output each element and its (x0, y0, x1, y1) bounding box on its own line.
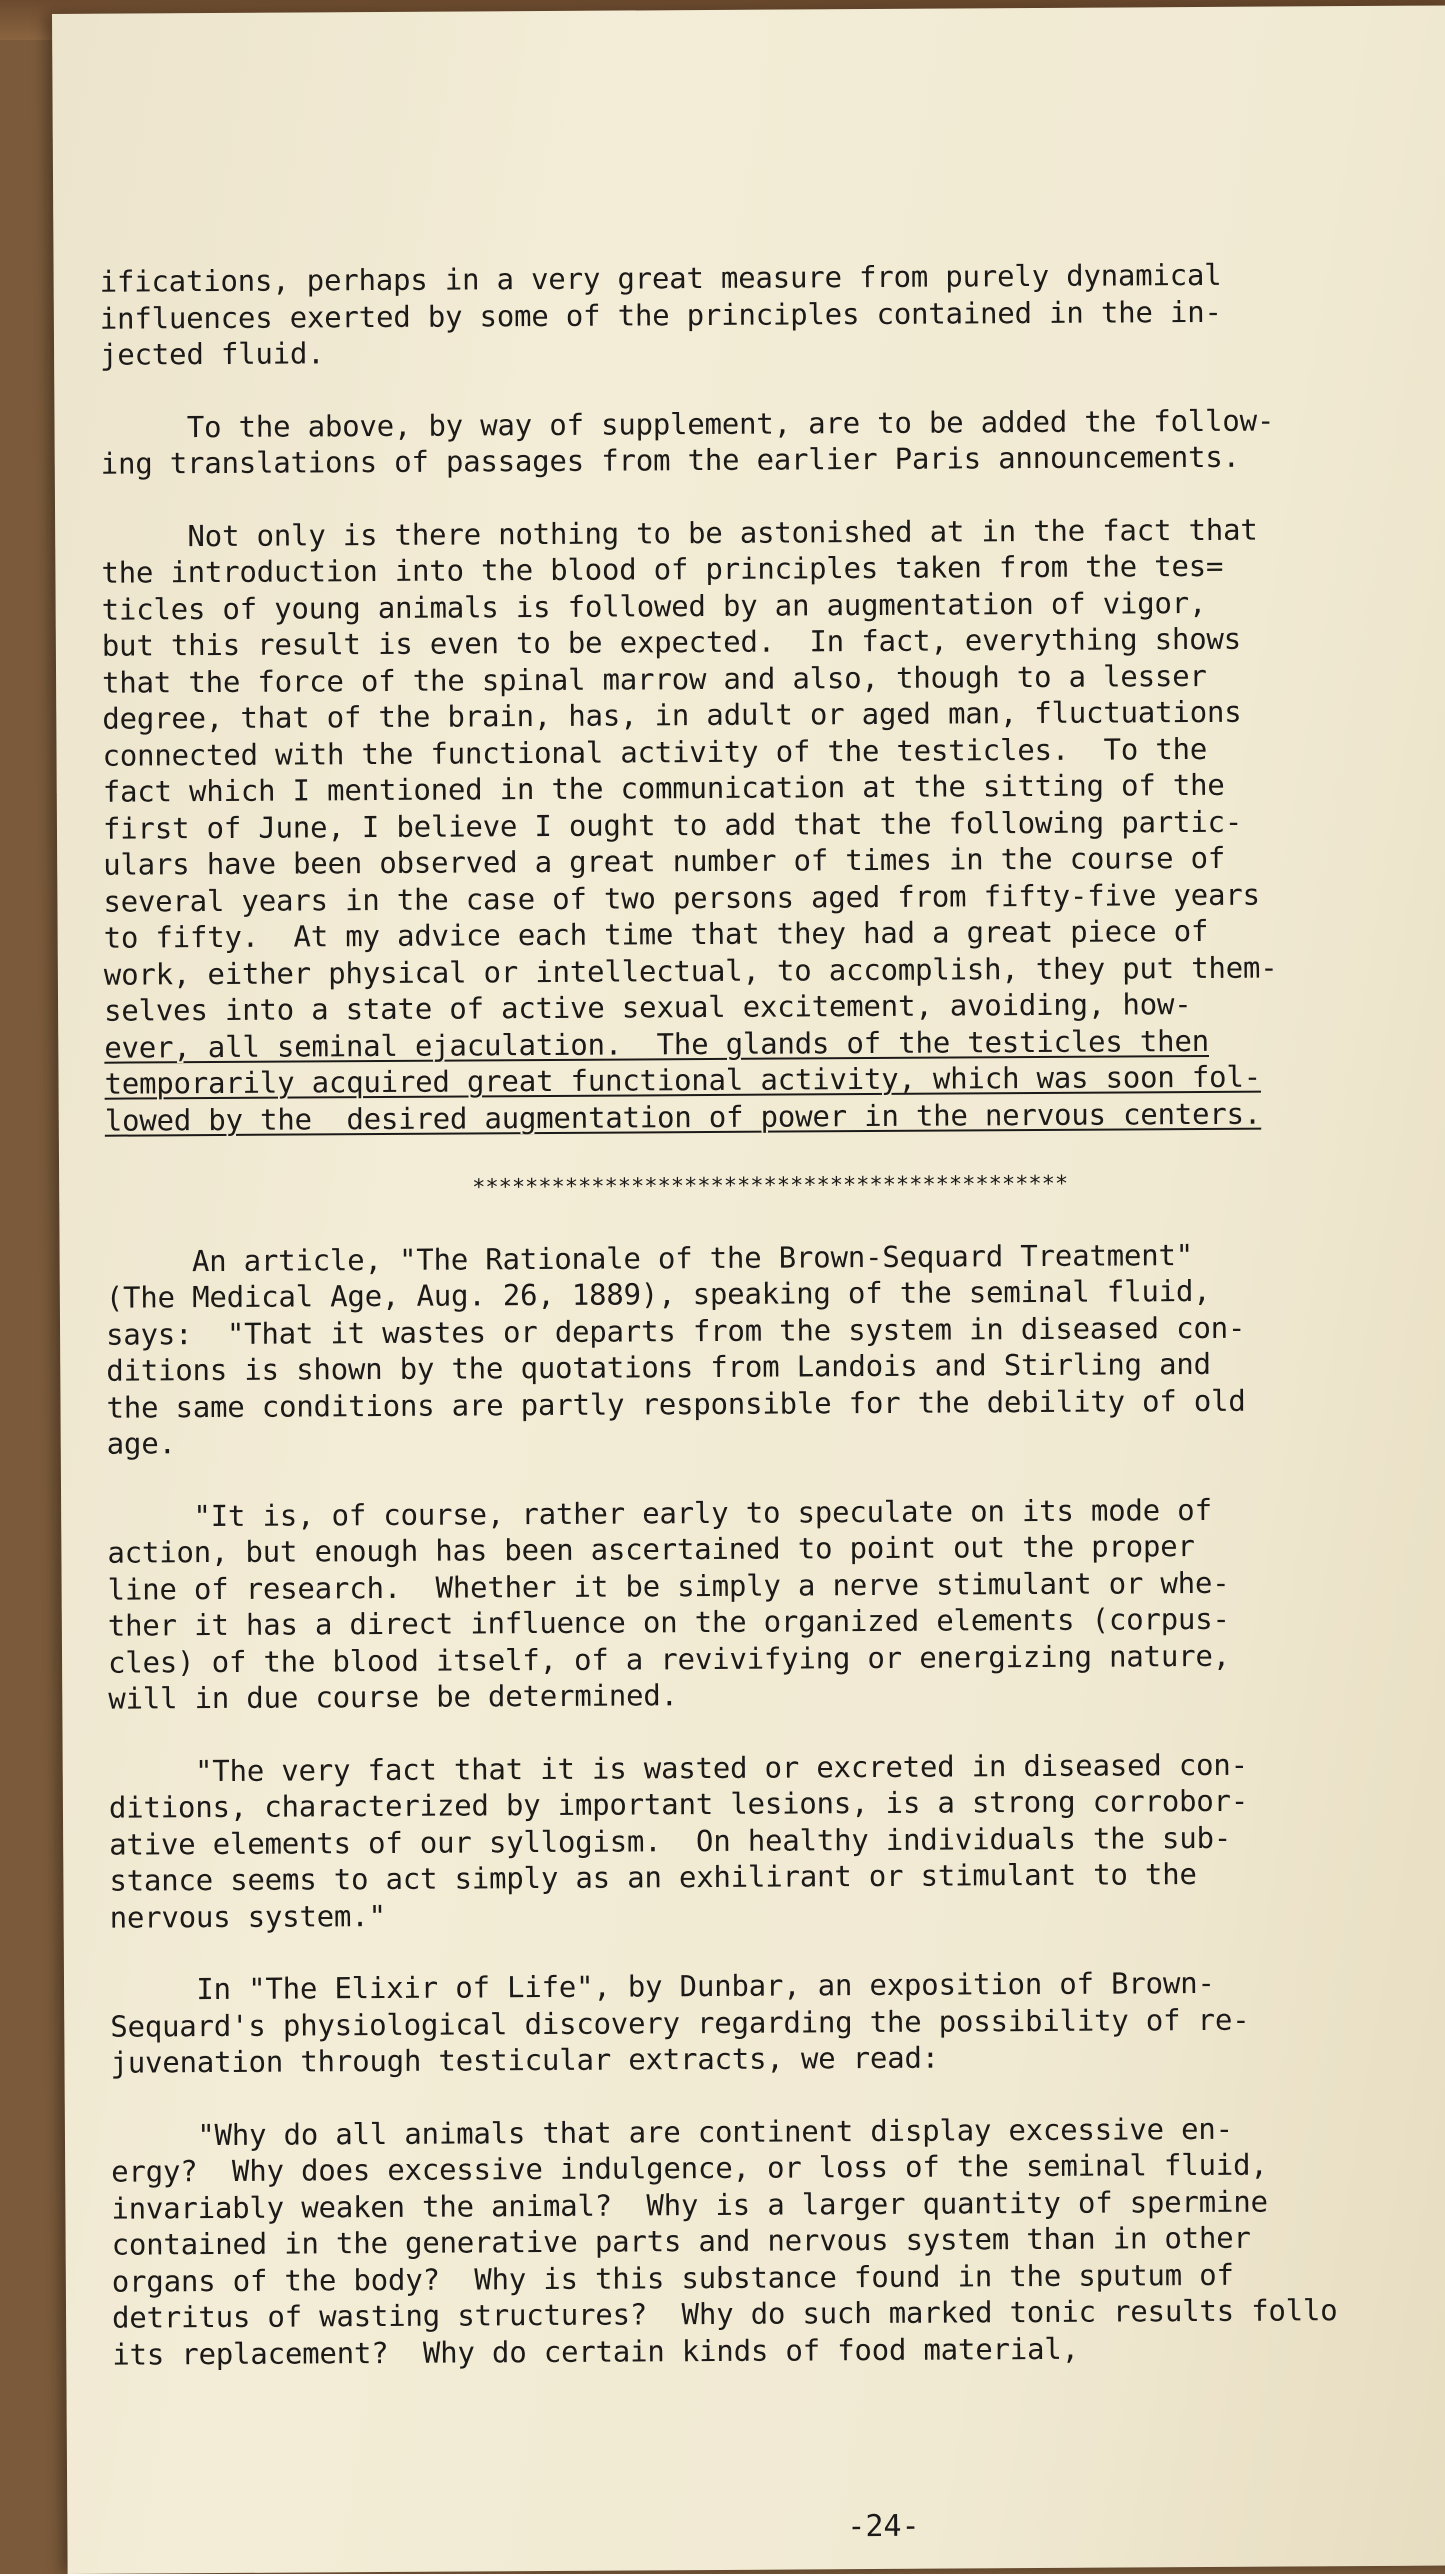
text-line: To the above, by way of supplement, are to be added the follow- (100, 403, 1275, 445)
text-line: the introduction into the blood of principles taken from the tes= (101, 548, 1224, 590)
text-line: ther it has a direct influence on the organized elements (corpus- (107, 1601, 1230, 1643)
underlined-text-line: temporarily acquired great functional activity, which was soon fol- (104, 1059, 1262, 1101)
text-line: ditions is shown by the quotations from Landois and Stirling and (106, 1346, 1211, 1388)
text-line: (The Medical Age, Aug. 26, 1889), speaking of the seminal fluid, (105, 1273, 1211, 1315)
text-line: influences exerted by some of the principles contained in the in- (99, 294, 1222, 336)
paragraph-2 (100, 401, 1430, 482)
document-page (52, 5, 1445, 2574)
text-line: that the force of the spinal marrow and also, though to a lesser (101, 658, 1207, 700)
paragraph-7 (110, 1964, 1441, 2082)
underlined-text-line: lowed by the desired augmentation of power in the nervous centers. (104, 1096, 1262, 1138)
text-line: ditions, characterized by important lesions, is a strong corrobor- (108, 1783, 1249, 1825)
text-line: the same conditions are partly responsible for the debility of old (106, 1383, 1246, 1425)
text-line: first of June, I believe I ought to add that the following partic- (102, 804, 1243, 846)
paragraph-4 (106, 1235, 1437, 1462)
text-line: "It is, of course, rather early to speculate on its mode of (107, 1492, 1212, 1534)
text-line: degree, that of the brain, has, in adult or aged man, fluctuations (102, 694, 1242, 736)
paragraph-6 (109, 1745, 1440, 1936)
page-number: -24- (847, 2508, 920, 2545)
text-line: ifications, perhaps in a very great measure from purely dynamical (99, 257, 1222, 299)
text-line: several years in the case of two persons aged from fifty-five years (103, 877, 1260, 919)
text-line: selves into a state of active sexual excitement, avoiding, how- (103, 987, 1192, 1028)
paragraph-8 (111, 2109, 1443, 2373)
text-line: detritus of wasting structures? Why do such marked tonic results follo (111, 2293, 1338, 2335)
text-line: juvenation through testicular extracts, we read: (110, 2040, 940, 2080)
separator-asterisks: ********************************************* (472, 1171, 1069, 1201)
text-line: says: "That it wastes or departs from the system in diseased con- (105, 1310, 1246, 1352)
text-line: ing translations of passages from the earlier Paris announcements. (100, 439, 1240, 481)
text-line: but this result is even to be expected. In fact, everything shows (101, 621, 1242, 663)
text-line: stance seems to act simply as an exhilirant or stimulant to the (109, 1857, 1197, 1898)
text-line: its replacement? Why do certain kinds of food material, (112, 2331, 1079, 2372)
text-line: cles) of the blood itself, of a revivifying or energizing nature, (107, 1638, 1231, 1680)
text-line: "The very fact that it is wasted or excreted in diseased con- (108, 1747, 1248, 1789)
text-line: ticles of young animals is followed by an augmentation of vigor, (101, 585, 1207, 627)
text-line: fact which I mentioned in the communication at the sitting of the (102, 767, 1225, 809)
paragraph-3 (101, 510, 1435, 1139)
text-line: In "The Elixir of Life", by Dunbar, an exposition of Brown- (109, 1965, 1215, 2007)
text-line: An article, "The Rationale of the Brown-Sequard Treatment" (105, 1237, 1194, 1279)
text-line: connected with the functional activity of the testicles. To the (102, 731, 1208, 773)
text-line: invariably weaken the animal? Why is a larger quantity of spermine (111, 2184, 1268, 2226)
text-line: age. (106, 1426, 176, 1461)
text-line: contained in the generative parts and nervous system than in other (111, 2220, 1251, 2262)
text-line: will in due course be determined. (108, 1678, 678, 1716)
text-line: to fifty. At my advice each time that they had a great piece of (103, 913, 1209, 955)
text-line: line of research. Whether it be simply a nerve stimulant or whe- (107, 1565, 1230, 1607)
text-line: nervous system." (109, 1898, 386, 1935)
text-line: ergy? Why does excessive indulgence, or loss of the seminal fluid, (111, 2147, 1268, 2189)
underlined-text-line: ever, all seminal ejaculation. The glands of the testicles then (104, 1023, 1210, 1065)
text-line: Not only is there nothing to be astonished at in the fact that (101, 512, 1258, 554)
page-text (100, 256, 1443, 2409)
paragraph-1 (100, 256, 1431, 374)
text-line: jected fluid. (99, 336, 325, 372)
text-line: ulars have been observed a great number of times in the course of (103, 840, 1226, 882)
text-line: work, either physical or intellectual, to accomplish, they put them- (103, 950, 1278, 992)
text-line: ative elements of our syllogism. On healthy individuals the sub- (109, 1820, 1232, 1862)
text-line: Sequard's physiological discovery regarding the possibility of re- (110, 2002, 1250, 2044)
text-line: action, but enough has been ascertained to point out the proper (107, 1529, 1195, 1570)
text-line: organs of the body? Why is this substance found in the sputum of (111, 2257, 1234, 2299)
text-line: "Why do all animals that are continent display excessive en- (110, 2111, 1233, 2153)
paragraph-5 (107, 1490, 1438, 1717)
